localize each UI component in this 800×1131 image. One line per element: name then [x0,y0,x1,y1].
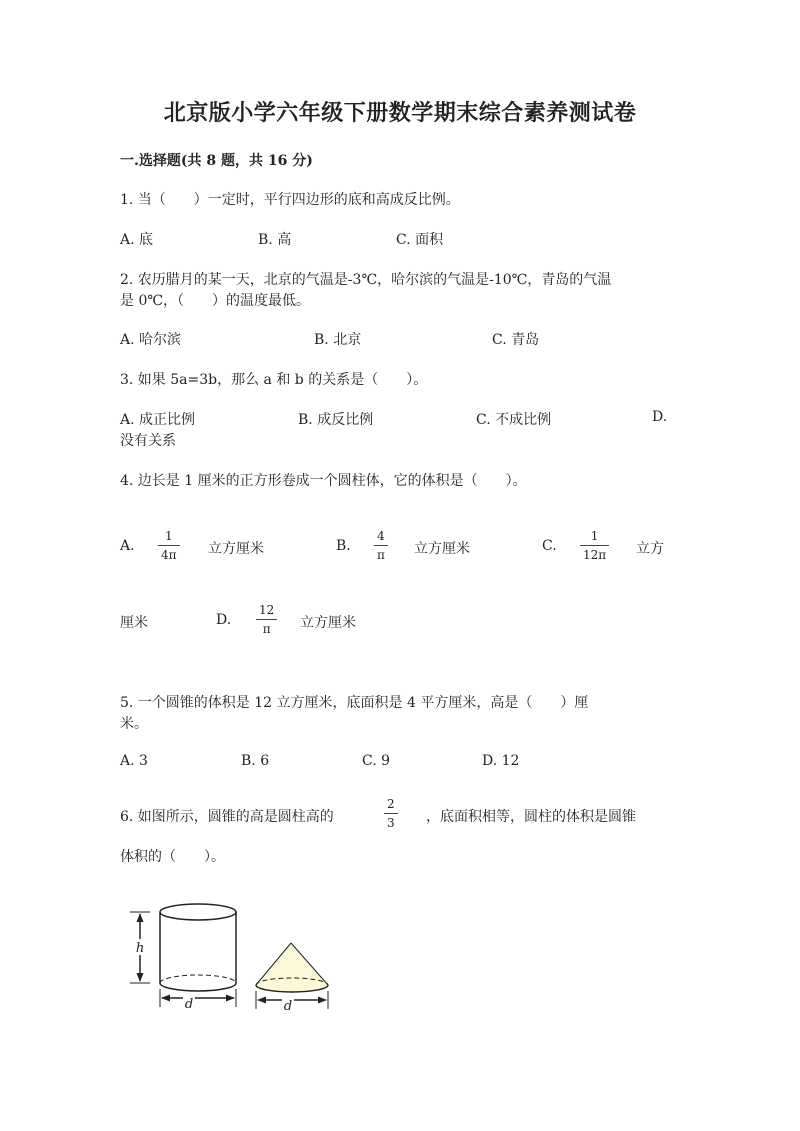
cylinder-cone-figure [120,895,350,1025]
fraction-bar [374,545,388,546]
fraction-bar [580,545,609,546]
question-4-option-a-unit: 立方厘米 [208,541,264,557]
question-1-option-a[interactable]: A. 底 [120,232,154,248]
question-4-option-c-unit-wrap: 厘米 [120,615,148,631]
fraction-bar [384,813,398,814]
cylinder-diameter-dimension [160,989,236,1012]
question-5-option-b[interactable]: B. 6 [241,753,270,769]
question-5-option-a[interactable]: A. 3 [120,753,148,769]
question-6-stem-part2: ，底面积相等，圆柱的体积是圆锥 [426,809,636,825]
question-4-option-d-label[interactable]: D. [216,612,232,628]
question-4-option-a-fraction [158,529,180,562]
question-5-stem-line1: 5. 一个圆锥的体积是 12 立方厘米，底面积是 4 平方厘米，高是（ ）厘 [120,695,589,711]
section-heading: 一.选择题(共 8 题，共 16 分) [120,153,313,169]
question-2-stem-line1: 2. 农历腊月的某一天，北京的气温是-3℃，哈尔滨的气温是-10℃，青岛的气温 [120,272,612,288]
fraction-numerator: 1 [164,529,173,543]
question-4-option-d-fraction [256,603,277,636]
question-3-stem: 3. 如果 5a=3b，那么 a 和 b 的关系是（ ）。 [120,372,428,388]
fraction-numerator: 4 [377,529,385,543]
question-3-option-d-label[interactable]: D. [652,409,668,425]
fraction-denominator: π [262,622,271,636]
question-2-option-c[interactable]: C. 青岛 [492,332,540,348]
question-4-option-c-unit: 立方 [636,541,664,557]
question-4-option-b-label[interactable]: B. [336,538,351,554]
fraction-denominator: 12π [583,548,607,562]
cylinder-shape [160,904,236,991]
question-3-option-b[interactable]: B. 成反比例 [298,412,374,428]
question-5-option-d[interactable]: D. 12 [482,753,520,769]
fraction-numerator: 2 [387,797,395,811]
height-label: h [135,941,145,956]
question-6-stem-part1: 6. 如图所示，圆锥的高是圆柱高的 [120,809,334,825]
question-6-stem-line2: 体积的（ ）。 [120,849,225,865]
height-dimension [130,912,150,983]
fraction-denominator: π [377,548,385,562]
cone-diameter-label: d [283,999,293,1014]
question-1-option-b[interactable]: B. 高 [258,232,292,248]
question-2-stem-line2: 是 0℃，（ ）的温度最低。 [120,293,311,309]
fraction-bar [158,545,180,546]
question-4-option-d-unit: 立方厘米 [300,615,356,631]
question-6-fraction [384,797,398,830]
question-1-option-c[interactable]: C. 面积 [396,232,444,248]
fraction-numerator: 12 [259,603,275,617]
fraction-denominator: 4π [161,548,177,562]
cylinder-diameter-label: d [184,997,194,1012]
question-4-option-c-fraction [580,529,609,562]
question-4-option-b-unit: 立方厘米 [414,541,470,557]
question-3-option-c[interactable]: C. 不成比例 [476,412,552,428]
cone-diameter-dimension [256,991,328,1014]
question-5-stem-line2: 米。 [120,716,148,732]
fraction-bar [256,619,277,620]
question-2-option-b[interactable]: B. 北京 [314,332,362,348]
fraction-numerator: 1 [590,529,599,543]
fraction-denominator: 3 [387,816,395,830]
question-4-stem: 4. 边长是 1 厘米的正方形卷成一个圆柱体，它的体积是（ ）。 [120,473,527,489]
question-1-stem: 1. 当（ ）一定时，平行四边形的底和高成反比例。 [120,192,460,208]
question-3-option-d-text[interactable]: 没有关系 [120,433,176,449]
question-3-option-a[interactable]: A. 成正比例 [120,412,196,428]
question-2-option-a[interactable]: A. 哈尔滨 [120,332,182,348]
question-4-option-c-label[interactable]: C. [542,538,557,554]
question-4-option-b-fraction [374,529,388,562]
question-5-option-c[interactable]: C. 9 [362,753,391,769]
page-title: 北京版小学六年级下册数学期末综合素养测试卷 [163,100,637,126]
question-4-option-a-label[interactable]: A. [120,538,135,554]
cone-shape [256,943,328,992]
